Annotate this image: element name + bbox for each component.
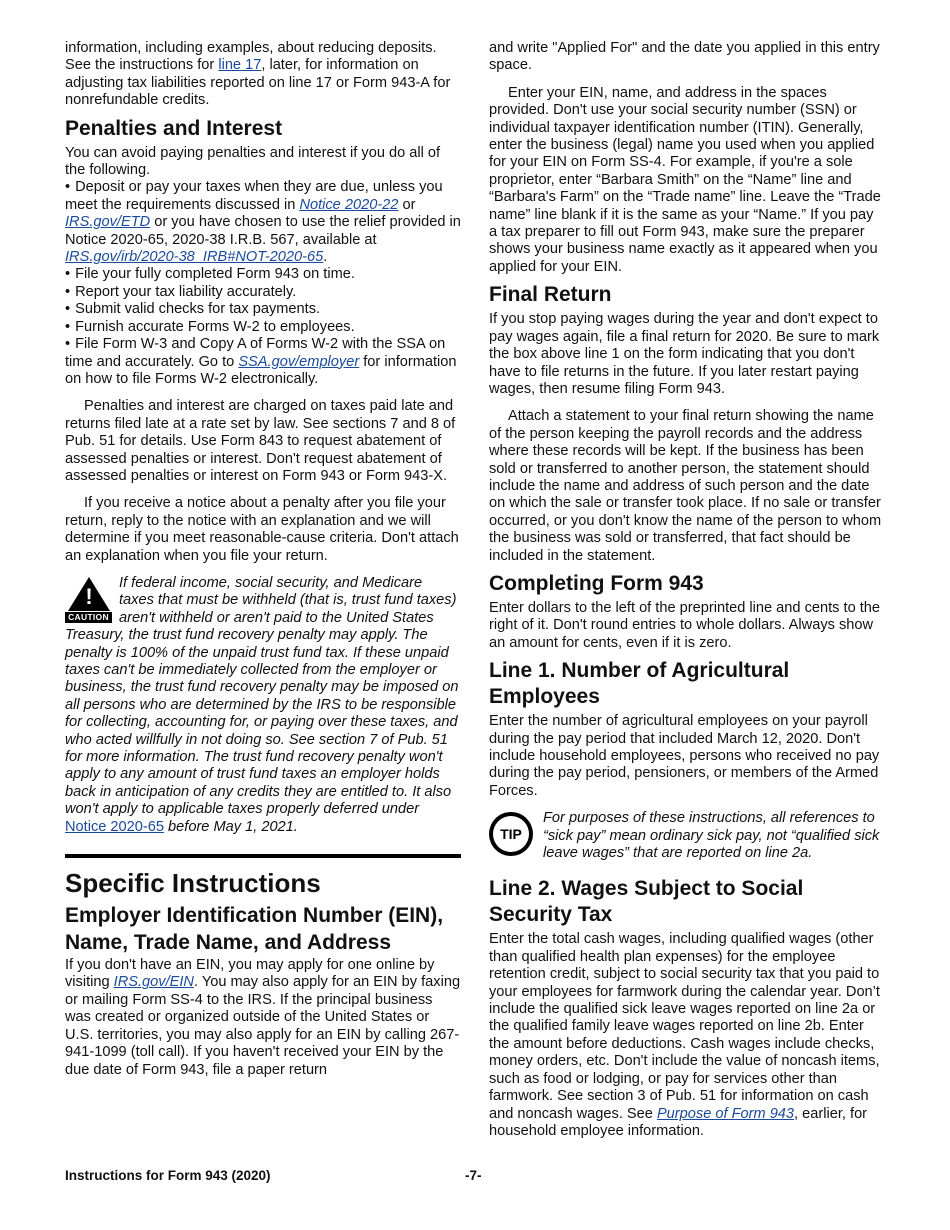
tip-box: TIP For purposes of these instructions, all references to “sick pay” mean ordinary sick pay, not “qualified sick leave wages” that are reported on line 2a. bbox=[489, 810, 885, 862]
link-line-17[interactable]: line 17 bbox=[218, 57, 262, 74]
paragraph-line-1: Enter the number of agricultural employees on your payroll during the pay period that included March 12, 2020. Don't include household employees, persons who received no pay during the pay period, pensioners, or members of the Armed Forces. bbox=[489, 713, 880, 799]
heading-line-1: Line 1. Number of Agricultural Employees bbox=[489, 659, 790, 709]
paragraph-enter-ein: Enter your EIN, name, and address in the spaces provided. Don't use your social security number (SSN) or individual taxpayer identification number (ITIN). Generally, enter the business (legal) name you used when you applied for your EIN on Form SS-4. For example, if you're a sole proprietor, enter “Barbara Smith” on the “Name” line and “Barbara's Farm” on the “Trade name” line. Leave the “Trade name” line blank if it is the same as your “Name.” If you pay a tax preparer to fill out Form 943, make sure the preparer shows your business name exactly as it appeared when you applied for your EIN. bbox=[489, 84, 881, 275]
heading-line-2: Line 2. Wages Subject to Social Security Tax bbox=[489, 877, 804, 927]
paragraph-ein: If you don't have an EIN, you may apply for one online by visiting IRS.gov/EIN. You may also apply for an EIN by faxing or mailing Form SS-4 to the IRS. If the principal business was created or organized outside of the United States or U.S. territories, you may also apply for an EIN by calling 267-941-1099 (toll call). If you haven't received your EIN by the due date of Form 943, file a paper return bbox=[65, 957, 461, 1078]
bullet-report-liability: • Report your tax liability accurately. bbox=[65, 284, 461, 301]
paragraph-line-2: Enter the total cash wages, including qualified wages (other than qualified health plan expenses) for the employee retention credit, subject to social security tax that you paid to your employees for farmwork during the calendar year. Don’t include the qualified sick leave wages reported on line 2a or the qualified family leave wages reported on line 2b. Enter the amount before deductions. Cash wages include checks, money orders, etc. Don't include the value of noncash items, such as food or lodging, or pay for services other than farmwork. See section 3 of Pub. 51 for information on cash and noncash wages. See Purpose of Form 943, earlier, for household employee information. bbox=[489, 931, 880, 1139]
caution-icon: ! CAUTION bbox=[65, 577, 115, 625]
bullet-valid-checks: • Submit valid checks for tax payments. bbox=[65, 301, 461, 318]
section-divider bbox=[65, 854, 461, 858]
heading-completing-form-943: Completing Form 943 bbox=[489, 571, 704, 595]
paragraph-reducing-deposits: information, including examples, about reducing deposits. See the instructions for line 17, later, for information on adjusting tax liabilities reported on line 17 or Form 943-A for nonrefundable credits. bbox=[65, 40, 451, 109]
bullet-file-w3: • File Form W-3 and Copy A of Forms W-2 with the SSA on time and accurately. Go to SSA.gov/employer for information on how to file Forms W-2 electronically. bbox=[65, 336, 461, 388]
bullet-deposit: • Deposit or pay your taxes when they are due, unless you meet the requirements discussed in Notice 2020-22 or IRS.gov/ETD or you have chosen to use the relief provided in Notice 2020-65, 2020-38 I.R.B. 567, available at IRS.gov/irb/2020-38_IRB#NOT-2020-65. bbox=[65, 179, 461, 266]
paragraph-final-return: If you stop paying wages during the year and don't expect to pay wages again, file a final return for 2020. Be sure to mark the box above line 1 on the form indicating that you don't have to file returns in the future. If you later restart paying wages, then resume filing Form 943. bbox=[489, 311, 880, 397]
heading-penalties-and-interest: Penalties and Interest bbox=[65, 116, 283, 140]
paragraph-applied-for: and write "Applied For" and the date you applied in this entry space. bbox=[489, 40, 880, 74]
bullet-file-on-time: • File your fully completed Form 943 on time. bbox=[65, 266, 461, 283]
tip-icon: TIP bbox=[489, 812, 533, 856]
link-notice-2020-65[interactable]: Notice 2020-65 bbox=[65, 818, 164, 835]
paragraph-penalties-charged: Penalties and interest are charged on taxes paid late and returns filed late at a rate set by law. See sections 7 and 8 of Pub. 51 for details. Use Form 843 to request abatement of assessed penalties or interest. Don't request abatement of assessed penalties or interest on Form 943 or Form 943-X. bbox=[65, 398, 456, 484]
penalties-intro: You can avoid paying penalties and interest if you do all of the following. bbox=[65, 144, 441, 179]
link-notice-2020-22[interactable]: Notice 2020-22 bbox=[299, 196, 399, 213]
link-purpose-of-form-943[interactable]: Purpose of Form 943 bbox=[656, 1105, 795, 1122]
heading-specific-instructions: Specific Instructions bbox=[65, 868, 321, 899]
link-ssa-employer[interactable]: SSA.gov/employer bbox=[238, 353, 360, 370]
paragraph-penalty-notice: If you receive a notice about a penalty after you file your return, reply to the notice with an explanation and we will determine if you meet reasonable-cause criteria. Don't attach an explanation when you file your return. bbox=[65, 495, 459, 564]
caution-box: ! CAUTION If federal income, social security, and Medicare taxes that must be withheld (that is, trust fund taxes) aren't withheld or aren't paid to the United States Treasury, the trust fund recovery penalty may apply. The penalty is 100% of the unpaid trust fund tax. If these unpaid taxes can't be immediately collected from the employer or business, the trust fund recovery penalty may be imposed on all persons who are determined by the IRS to be responsible for collecting, accounting for, or paying over these taxes, and who acted willfully in not doing so. See section 7 of Pub. 51 for more information. The trust fund recovery penalty won't apply to any amount of trust fund taxes an employer holds back in anticipation of any credits they are entitled to. It also won't apply to applicable taxes properly deferred under Notice 2020-65 before May 1, 2021. bbox=[65, 574, 459, 835]
paragraph-completing: Enter dollars to the left of the preprinted line and cents to the right of it. Don't round entries to whole dollars. Always show an amount for cents, even if it is zero. bbox=[489, 599, 881, 651]
heading-ein-name-address: Employer Identification Number (EIN), Name, Trade Name, and Address bbox=[65, 904, 444, 955]
left-column bbox=[65, 40, 461, 1079]
right-column bbox=[489, 40, 885, 1140]
paragraph-attach-statement: Attach a statement to your final return showing the name of the person keeping the payroll records and the address where these records will be kept. If the business has been sold or transferred to another person, the statement should include the name and address of such person and the date on which the sale or transfer took place. If no sale or transfer occurred, or you don't know the name of the person to whom the business was sold or transferred, that fact should be included in the statement. bbox=[489, 408, 882, 564]
link-irb-notice-2020-65[interactable]: IRS.gov/irb/2020-38_IRB#NOT-2020-65 bbox=[65, 249, 324, 266]
link-irs-ein[interactable]: IRS.gov/EIN bbox=[113, 974, 194, 991]
page-number: -7- bbox=[465, 1168, 482, 1183]
bullet-furnish-w2: • Furnish accurate Forms W-2 to employees. bbox=[65, 319, 461, 336]
caution-label: CAUTION bbox=[65, 612, 112, 623]
footer-title: Instructions for Form 943 (2020) bbox=[65, 1168, 271, 1183]
link-irs-etd[interactable]: IRS.gov/ETD bbox=[65, 214, 151, 231]
heading-final-return: Final Return bbox=[489, 283, 612, 307]
